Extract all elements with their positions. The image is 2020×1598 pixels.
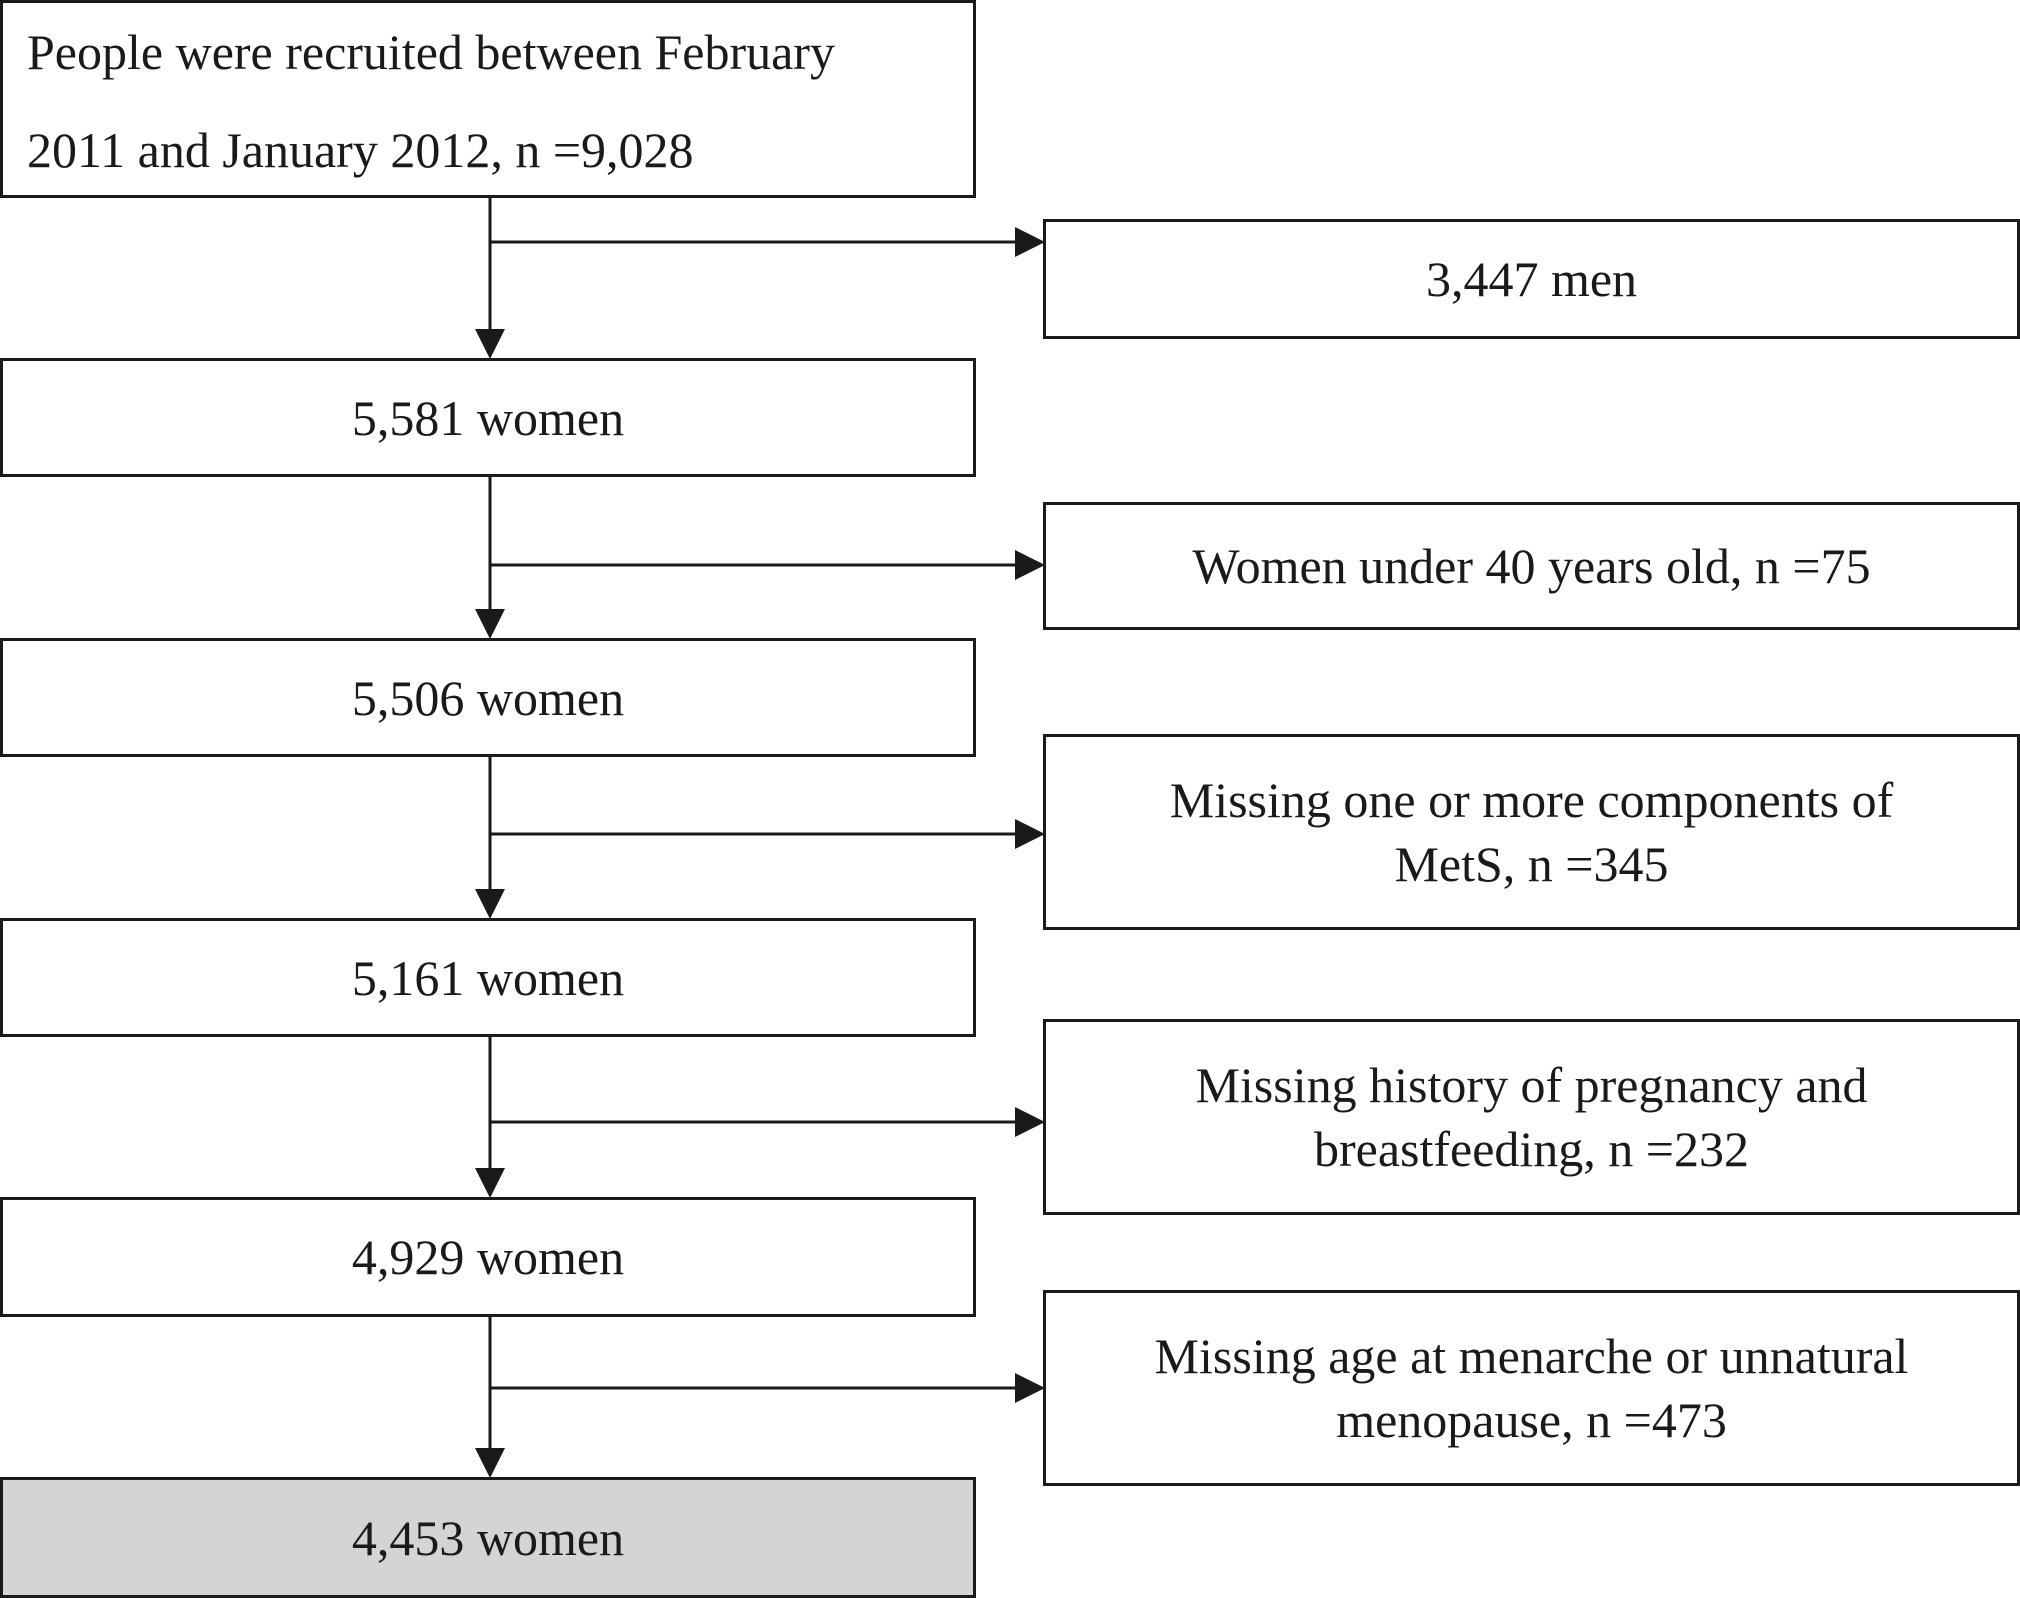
women-box-4 — [0, 1197, 976, 1317]
recruitment-line-2: 2011 and January 2012, n =9,028 — [27, 122, 694, 178]
final-sample-count: 4,453 women — [351, 1509, 625, 1566]
exclusion-men-line-1: 3,447 men — [1425, 251, 1638, 307]
exclusion-box-men — [1043, 219, 2020, 339]
exclusion-menarche-line-1: Missing age at menarche or unnatural — [1154, 1328, 1909, 1384]
exclusion-box-menarche — [1043, 1290, 2020, 1486]
exclusion-pregnancy-line-1: Missing history of pregnancy and — [1195, 1057, 1868, 1113]
exclusion-mets-line-2: MetS, n =345 — [1394, 836, 1669, 892]
recruitment-line-1: People were recruited between February — [27, 24, 835, 80]
women-count-4: 4,929 women — [351, 1229, 625, 1285]
exclusion-box-mets — [1043, 734, 2020, 930]
exclusion-pregnancy-line-2: breastfeeding, n =232 — [1313, 1121, 1749, 1177]
exclusion-box-pregnancy — [1043, 1019, 2020, 1215]
women-box-1 — [0, 358, 976, 477]
women-count-1: 5,581 women — [351, 389, 625, 446]
women-count-2: 5,506 women — [351, 669, 625, 726]
exclusion-mets-line-1: Missing one or more components of — [1169, 772, 1894, 828]
women-box-2 — [0, 638, 976, 757]
exclusion-menarche-line-2: menopause, n =473 — [1336, 1392, 1727, 1448]
recruitment-box — [0, 0, 976, 198]
final-sample-box — [0, 1477, 976, 1598]
women-count-3: 5,161 women — [351, 949, 625, 1006]
exclusion-age-line-1: Women under 40 years old, n =75 — [1192, 538, 1871, 594]
women-box-3 — [0, 918, 976, 1037]
exclusion-box-age — [1043, 502, 2020, 630]
